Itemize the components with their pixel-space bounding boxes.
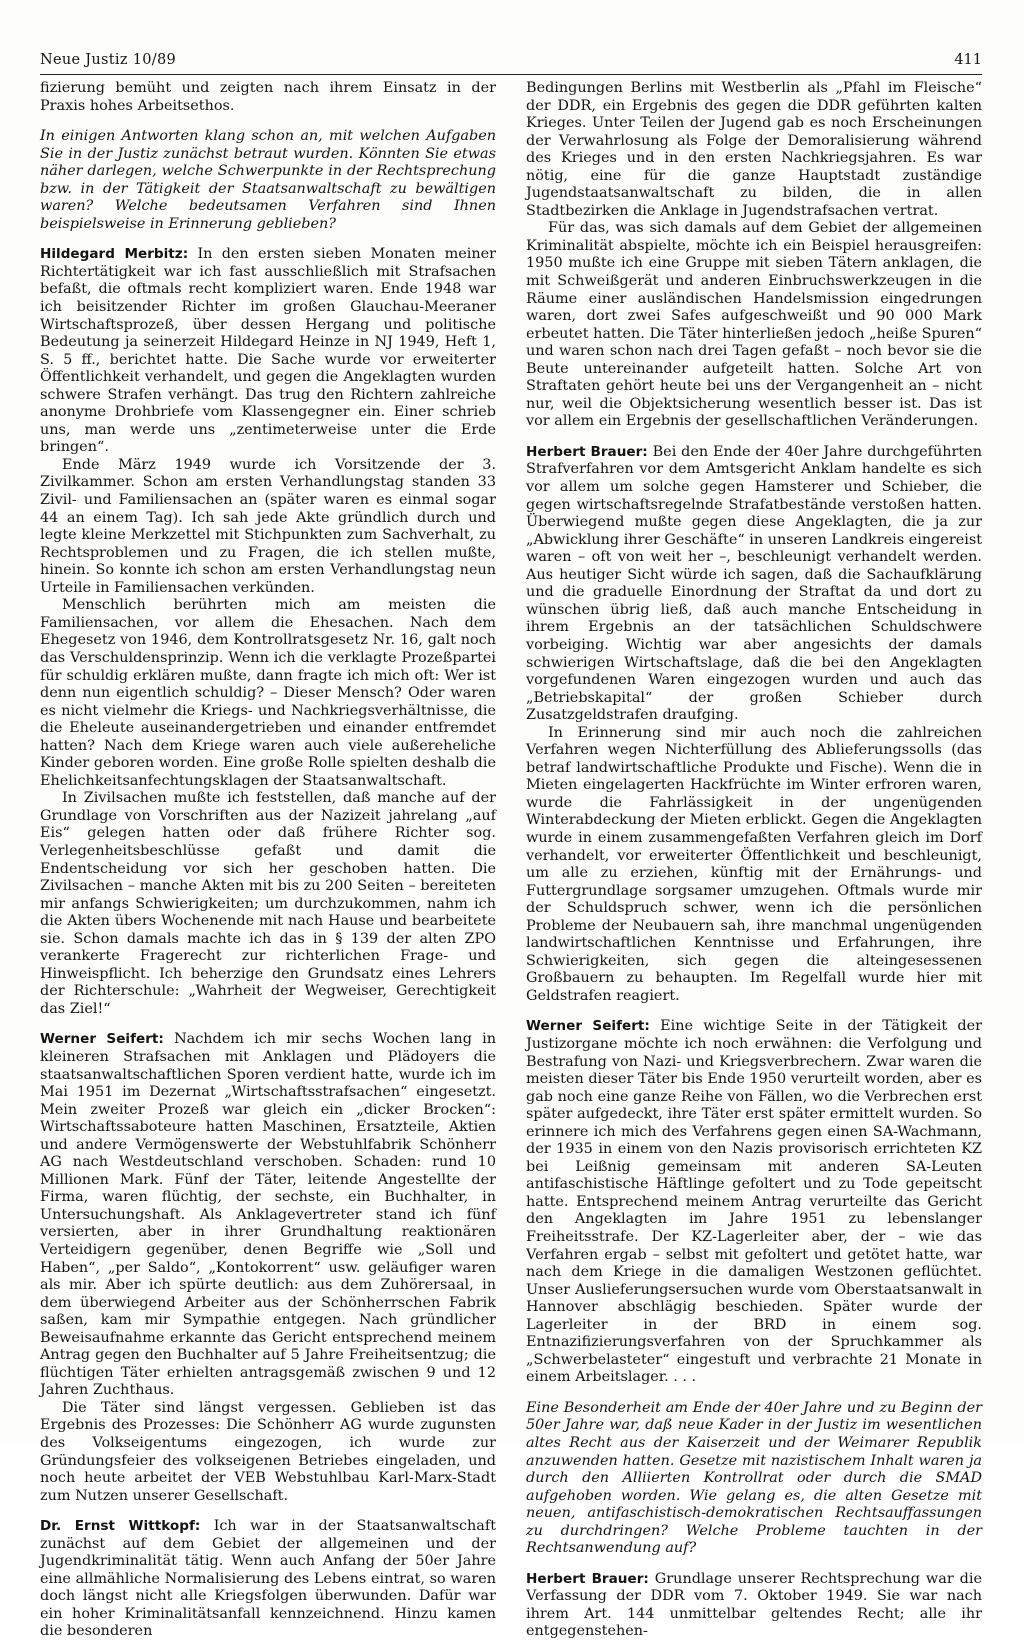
- answer-text: In den ersten sieben Monaten meiner Richtertätigkeit war ich fast ausschließlich mit Strafsachen befaßt, die oftmals recht kompliziert waren. Ende 1948 war ich beisitzender Richter im großen Glauchau-Meeraner Wirtschaftsprozeß, über dessen Hergang und politische Bedeutung ja seinerzeit Hildegard Heinze in NJ 1949, Heft 1, S. 5 ff., berichtet hatte. Die Sache wurde vor erweiterter Öffentlichkeit verhandelt, und gegen die Angeklagten wurden schwere Strafen verhängt. Das trug den Richtern zahlreiche anonyme Drohbriefe vom Klassengegner ein. Einer schrieb uns, man werde uns „zentimeterweise unter die Erde bringen“.: [40, 246, 497, 456]
- answer-text: Nachdem ich mir sechs Wochen lang in kleineren Strafsachen mit Anklagen und Plädoyers die staatsanwaltschaftlichen Sporen verdient hatte, wurde ich im Mai 1951 im Dezernat „Wirtschaftsstrafsachen“ eingesetzt. Mein zweiter Prozeß war gleich ein „dicker Brocken“: Wirtschaftssaboteure hatten Maschinen, Ersatzteile, Aktien und andere Vermögenswerte der Webstuhlfabrik Schönherr AG nach Westdeutschland verschoben. Schaden: rund 10 Millionen Mark. Fünf der Täter, leitende Angestellte der Firma, waren flüchtig, der sechste, ein Buchhalter, in Untersuchungshaft. Als Anklagevertreter stand ich fünf versierten, aber in ihrer Grundhaltung reaktionären Verteidigern gegenüber, denen Begriffe wie „Soll und Haben“, „per Saldo“, „Kontokorrent“ usw. geläufiger waren als mir. Aber ich spürte deutlich: aus dem Zuhörersaal, in dem überwiegend Arbeiter aus der Schönherrschen Fabrik saßen, kam mir Sympathie entgegen. Nach gründlicher Beweisaufnahme erkannte das Gericht entsprechend meinem Antrag gegen den Buchhalter auf 5 Jahre Freiheitsentzug; die flüchtigen Täter erhielten antragsgemäß zwischen 9 und 12 Jahren Zuchthaus.: [40, 1031, 496, 1399]
- answer-text: Ich war in der Staatsanwaltschaft zunächst auf dem Gebiet der allgemeinen und der Jugendkriminalität tätig. Wenn auch Anfang der 50er Jahre eine allmähliche Normalisierung des Lebens eintrat, so waren doch längst nicht alle Kriegsfolgen überwunden. Dafür war ein hoher Kriminalitätsanfall kennzeichnend. Hinzu kamen die besonderen: [40, 1518, 496, 1640]
- answer-paragraph: [526, 1571, 982, 1641]
- paragraph: fizierung bemüht und zeigten nach ihrem Einsatz in der Praxis hohes Arbeitsethos.: [40, 80, 496, 114]
- speaker-name: Hildegard Merbitz:: [40, 246, 189, 263]
- answer-paragraph: [40, 1518, 496, 1641]
- right-column: [526, 80, 982, 1641]
- paragraph: Ende März 1949 wurde ich Vorsitzende der 3. Zivilkammer. Schon am ersten Verhandlungstag standen 33 Zivil- und Familiensachen an (später waren es einmal sogar 44 an einem Tag). Ich sah jede Akte gründlich durch und legte kleine Merkzettel mit Stichpunkten zum Sachverhalt, zu Rechtsproblemen und zu Fragen, die ich stellen mußte, hinein. So konnte ich schon am ersten Verhandlungstag neun Urteile in Familiensachen verkünden.: [40, 456, 496, 596]
- paragraph: Bedingungen Berlins mit Westberlin als „Pfahl im Fleische“ der DDR, ein Ergebnis des gegen die DDR geführten kalten Krieges. Unter Teilen der Jugend gab es noch Erscheinungen der Verwahrlosung als Folge der Demoralisierung während des Krieges und in den ersten Nachkriegsjahren. Es war nötig, eine für die ganze Hauptstadt zuständige Jugendstaatsanwaltschaft zu bilden, die in allen Stadtbezirken die Anklage in Jugendstrafsachen vertrat.: [526, 80, 982, 219]
- paragraph: Die Täter sind längst vergessen. Geblieben ist das Ergebnis des Prozesses: Die Schönherr AG wurde zugunsten des Volkseigentums eingezogen, ich wurde zur Gründungsfeier des volkseigenen Betriebes eingeladen, und noch heute arbeitet der VEB Webstuhlbau Karl-Marx-Stadt zum Nutzen unserer Gesellschaft.: [40, 1399, 496, 1504]
- interview-question: Eine Besonderheit am Ende der 40er Jahre und zu Beginn der 50er Jahre war, daß neue Kader in der Justiz im wesentlichen altes Recht aus der Kaiserzeit und der Weimarer Republik anzuwenden hatten. Gesetze mit nazistischem Inhalt waren ja durch den Alliierten Kontrollrat oder durch die SMAD aufgehoben worden. Wie gelang es, die alten Gesetze mit neuen, antifaschistisch-demokratischen Rechtsauffassungen zu durchdringen? Welche Probleme tauchten in der Rechtsanwendung auf?: [526, 1399, 982, 1557]
- paragraph: In Erinnerung sind mir auch noch die zahlreichen Verfahren wegen Nichterfüllung des Ablieferungssolls (das betraf landwirtschaftliche Produkte und Fische). Wenn die in Mieten eingelagerten Hackfrüchte im Winter erfroren waren, wurde die Fahrlässigkeit in der ungenügenden Winterabdeckung der Mieten erblickt. Gegen die Angeklagten wurde in einem zusammengefaßten Verfahren gleich im Dorf verhandelt, vor erweiterter Öffentlichkeit und beschleunigt, um alle zu erziehen, künftig mit der Ernährungs- und Futtergrundlage sorgsamer umzugehen. Oftmals wurde mir der Schuldspruch schwer, wenn ich die persönlichen Probleme der Neubauern sah, ihre manchmal ungenügenden landwirtschaftlichen Kenntnisse und Erfahrungen, ihre Schwierigkeiten, sich gegen die alteingesessenen Großbauern zu behaupten. Im Regelfall wurde hier mit Geldstrafen reagiert.: [526, 724, 982, 1004]
- answer-paragraph: [526, 444, 982, 725]
- speaker-name: Herbert Brauer:: [526, 443, 648, 460]
- speaker-name: Dr. Ernst Wittkopf:: [40, 1518, 201, 1535]
- answer-text: Eine wichtige Seite in der Tätigkeit der Justizorgane möchte ich noch erwähnen: die Verfolgung und Bestrafung von Nazi- und Kriegsverbrechern. Zwar waren die meisten dieser Täter bis Ende 1950 verurteilt worden, aber es gab noch eine ganze Reihe von Fällen, wo die Verbrechen erst später aufgedeckt, ihre Täter erst später ermittelt wurden. So erinnere ich mich des Verfahrens gegen einen SA-Wachmann, der 1935 in einem von den Nazis provisorisch errichteten KZ bei Leißnig gemeinsam mit anderen SA-Leuten antifaschistische Häftlinge gefoltert und zu Tode gepeitscht hatte. Entsprechend meinem Antrag verurteilte das Gericht den Angeklagten im Jahre 1951 zu lebenslanger Freiheitsstrafe. Der KZ-Lagerleiter aber, der – wie das Verfahren ergab – selbst mit gefoltert und getötet hatte, war nach dem Kriege in die damaligen Westzonen geflüchtet. Unser Auslieferungsersuchen wurde vom Oberstaatsanwalt in Hannover abschlägig beschieden. Später wurde der Lagerleiter in der BRD in einem sog. Entnazifizierungsverfahren von der Spruchkammer als „Schwerbelasteter“ eingestuft und verbrachte 21 Monate in einem Arbeitslager. . . .: [526, 1018, 983, 1386]
- answer-text: Bei den Ende der 40er Jahre durchgeführten Strafverfahren vor dem Amtsgericht Anklam handelte es sich vor allem um solche gegen Hamsterer und Schieber, die gegen wirtschaftsregelnde Strafatbestände verstoßen hatten. Überwiegend mußte gegen diese Angeklagten, die ja zur „Abwicklung ihrer Geschäfte“ in unseren Landkreis eingereist waren – oft von weit her –, beschleunigt verhandelt werden. Aus heutiger Sicht würde ich sagen, daß die Sachaufklärung und die graduelle Einordnung der Straftat da und dort zu wünschen übrig ließ, daß auch manche Entscheidung in ihrem Ergebnis an der tatsächlichen Schuldschwere vorbeiging. Wichtig war aber angesichts der damals schwierigen Wirtschaftslage, daß die bei den Angeklagten vorgefundenen Waren eingezogen wurden und auch das „Betriebskapital“ der großen Schieber durch Zusatzgeldstrafen draufging.: [526, 443, 982, 724]
- page-header: [40, 52, 982, 75]
- paragraph: In Zivilsachen mußte ich feststellen, daß manche auf der Grundlage von Vorschriften aus der Nazizeit jahrelang „auf Eis“ gelegen hatten oder daß frühere Richter sog. Verlegenheitsbeschlüsse gefaßt und damit die Endentscheidung vor sich her geschoben hatten. Die Zivilsachen – manche Akten mit bis zu 200 Seiten – bereiteten mir anfangs Schwierigkeiten; um durchzukommen, nahm ich die Akten übers Wochenende mit nach Hause und bearbeitete sie. Schon damals machte ich das in § 139 der alten ZPO verankerte Fragerecht zur richterlichen Frage- und Hinweispflicht. Ich beherzige den Grundsatz eines Lehrers der Richterschule: „Wahrheit der Wegweiser, Gerechtigkeit das Ziel!“: [40, 790, 496, 1017]
- paragraph: Für das, was sich damals auf dem Gebiet der allgemeinen Kriminalität abspielte, möchte ich ein Beispiel herausgreifen: 1950 mußte ich eine Gruppe mit sieben Tätern anklagen, die mit Schweißgerät und anderen Einbruchswerkzeugen in die Räume einer ausländischen Handelsmission eingedrungen waren, dort zwei Safes aufgeschweißt und 90 000 Mark erbeutet hatten. Die Täter hinterließen jedoch „heiße Spuren“ und waren schon nach drei Tagen gefaßt – noch bevor sie die Beute untereinander aufgeteilt hatten. Solche Art von Straftaten gehört heute bei uns der Vergangenheit an – nicht nur, weil die Objektsicherung wesentlich besser ist. Das ist vor allem ein Ergebnis der gesellschaftlichen Veränderungen.: [526, 220, 982, 430]
- speaker-name: Herbert Brauer:: [526, 1570, 649, 1587]
- page-number: 411: [954, 52, 982, 68]
- speaker-name: Werner Seifert:: [40, 1031, 164, 1048]
- answer-text: Grundlage unserer Rechtsprechung war die Verfassung der DDR vom 7. Oktober 1949. Sie war nach ihrem Art. 144 unmittelbar geltendes Recht; alle ihr entgegenstehen-: [526, 1570, 982, 1640]
- answer-paragraph: [526, 1018, 982, 1386]
- speaker-name: Werner Seifert:: [526, 1018, 650, 1035]
- left-column: [40, 80, 496, 1641]
- interview-question: In einigen Antworten klang schon an, mit welchen Aufgaben Sie in der Justiz zunächst betraut wurden. Könnten Sie etwas näher darlegen, welche Schwerpunkte in der Rechtsprechung bzw. in der Tätigkeit der Staatsanwaltschaft zu bewältigen waren? Welche bedeutsamen Verfahren sind Ihnen beispielsweise in Erinnerung geblieben?: [40, 128, 496, 232]
- journal-title: Neue Justiz 10/89: [40, 52, 176, 68]
- answer-paragraph: [40, 1031, 496, 1399]
- answer-paragraph: [40, 246, 496, 457]
- paragraph: Menschlich berührten mich am meisten die Familiensachen, vor allem die Ehesachen. Nach dem Ehegesetz von 1946, dem Kontrollratsgesetz Nr. 16, galt noch das Verschuldensprinzip. Wenn ich die verklagte Prozeßpartei für schuldig erklären mußte, dann fragte ich mich oft: Wer ist denn nun eigentlich schuldig? – Dieser Mensch? Oder waren es nicht vielmehr die Kriegs- und Nachkriegsverhältnisse, die die Eheleute auseinandergetrieben und einander entfremdet hatten? Nach dem Kriege waren auch viele außereheliche Kinder geboren worden. Eine große Rolle spielten deshalb die Ehelichkeitsanfechtungsklagen der Staatsanwaltschaft.: [40, 597, 496, 789]
